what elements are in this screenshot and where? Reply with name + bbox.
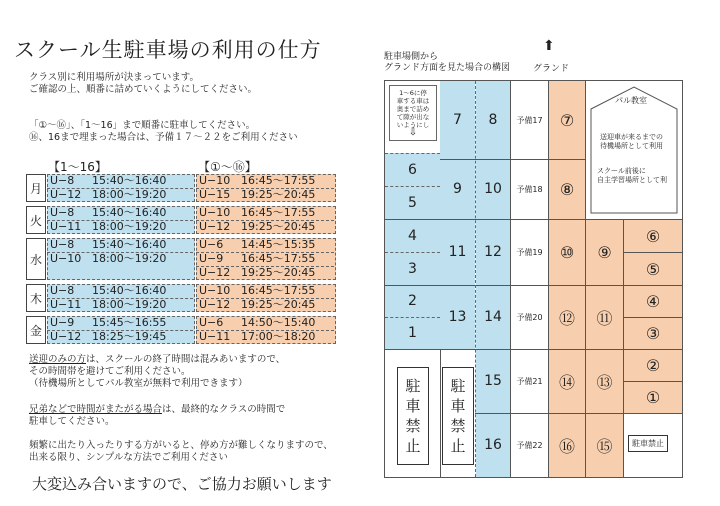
pal-use-study: スクール前後に 自主学習場所として利 — [597, 167, 667, 184]
parking-slot-circled-10: ⑩ — [549, 219, 585, 285]
parking-slot-13: 13 — [440, 285, 475, 349]
pal-classroom-label: パル教室 — [615, 96, 647, 105]
up-arrow-icon: ⬆ — [543, 38, 555, 54]
parking-slot-circled-11: ⑪ — [586, 286, 623, 349]
pal-use-waiting: 送迎車が来るまでの 待機場所として利用 — [600, 133, 663, 150]
page-title: スクール生駐車場の利用の仕方 — [14, 38, 322, 62]
parking-slot-7: 7 — [440, 81, 475, 159]
class-name: U−8 — [50, 206, 75, 219]
class-time: 16:45〜17:55 — [241, 174, 316, 187]
class-name: U−8 — [50, 238, 75, 251]
class-time: 16:45〜17:55 — [241, 284, 316, 297]
class-time: 14:45〜15:35 — [241, 238, 316, 251]
parking-slot-circled-4: ④ — [624, 286, 682, 317]
class-name: U−10 — [199, 284, 231, 297]
parking-slot-2: 2 — [385, 285, 440, 317]
ground-label: グランド — [533, 64, 570, 74]
parking-slot-10: 10 — [476, 159, 510, 219]
parking-slot-circled-16: ⑯ — [549, 413, 585, 477]
parking-slot-1: 1 — [385, 317, 440, 349]
closing-message: 大変込み合いますので、ご協力お願いします — [32, 475, 332, 493]
parking-note-box: 1〜6に停 車する車は 奥まで詰め て隙が出な いようにし ⇩ — [389, 85, 437, 141]
class-name: U−11 — [50, 220, 82, 233]
intro-text: クラス別に利用場所が決まっています。 ご確認の上、順番に詰めていくようにしてください。 — [29, 72, 258, 95]
class-time: 19:25〜20:45 — [241, 188, 316, 201]
parking-slot-circled-7: ⑦ — [549, 81, 585, 159]
day-label: 水 — [26, 238, 46, 280]
parking-slot-3: 3 — [385, 252, 440, 285]
class-time: 19:25〜20:45 — [241, 298, 316, 311]
class-name: U−10 — [199, 174, 231, 187]
day-label: 月 — [26, 174, 46, 202]
class-name: U−9 — [199, 252, 224, 265]
no-parking-sign-left: 駐 車 禁 止 — [397, 367, 429, 465]
parking-slot-4: 4 — [385, 219, 440, 252]
class-name: U−15 — [199, 188, 231, 201]
column-header-left: 【1〜16】 — [48, 160, 107, 174]
parking-slot-6: 6 — [385, 153, 440, 186]
reserve-slot-22: 予備22 — [511, 413, 548, 477]
class-time: 15:45〜16:55 — [92, 316, 167, 329]
class-time: 18:00〜19:20 — [92, 188, 167, 201]
parking-slot-14: 14 — [476, 285, 510, 349]
class-time: 18:00〜19:20 — [92, 220, 167, 233]
note-simple-use: 頻繁に出たり入ったりする方がいると、停め方が難しくなりますので、 出来る限り、シンプルな方法でご利用ください — [29, 440, 333, 463]
parking-slot-circled-5: ⑤ — [624, 253, 682, 285]
class-time: 18:00〜19:20 — [92, 252, 167, 265]
reserve-slot-17: 予備17 — [511, 81, 548, 159]
class-time: 15:40〜16:40 — [92, 284, 167, 297]
class-time: 16:45〜17:55 — [241, 252, 316, 265]
class-name: U−11 — [199, 330, 231, 343]
parking-slot-12: 12 — [476, 219, 510, 285]
reserve-slot-18: 予備18 — [511, 159, 548, 219]
day-label: 金 — [26, 316, 46, 344]
rules-text: 「①〜⑯」、「1〜16」まで順番に駐車してください。 ⑯、16まで埋まった場合は、予備１７〜２２をご利用ください — [29, 120, 298, 143]
parking-slot-circled-8: ⑧ — [549, 159, 585, 219]
parking-map — [384, 80, 683, 478]
no-parking-sign-center: 駐 車 禁 止 — [442, 367, 474, 465]
note-drop-off: 送迎のみの方は、スクールの終了時間は混みあいますので、 その時間帯を避けてご利用ください。 （待機場所としてパル教室が無料で利用できます） — [29, 354, 286, 389]
map-caption: 駐車場側から グランド方面を見た場合の構図 — [384, 52, 511, 73]
class-time: 18:25〜19:45 — [92, 330, 167, 343]
reserve-slot-20: 予備20 — [511, 285, 548, 349]
parking-slot-circled-12: ⑫ — [549, 285, 585, 349]
class-name: U−10 — [50, 252, 82, 265]
parking-slot-circled-1: ① — [624, 382, 682, 413]
note-siblings: 兄弟などで時間がまたがる場合は、最終的なクラスの時間で 駐車してください。 — [29, 404, 286, 427]
class-name: U−8 — [50, 174, 75, 187]
class-time: 15:40〜16:40 — [92, 238, 167, 251]
parking-slot-9: 9 — [440, 159, 475, 219]
parking-slot-circled-2: ② — [624, 350, 682, 381]
day-label: 木 — [26, 284, 46, 312]
class-name: U−12 — [50, 188, 82, 201]
class-time: 16:45〜17:55 — [241, 206, 316, 219]
class-name: U−6 — [199, 238, 224, 251]
class-time: 19:25〜20:45 — [241, 266, 316, 279]
class-time: 18:00〜19:20 — [92, 298, 167, 311]
class-name: U−12 — [50, 330, 82, 343]
class-time: 14:50〜15:40 — [241, 316, 316, 329]
no-parking-sign-right: 駐車禁止 — [628, 435, 668, 452]
parking-slot-circled-3: ③ — [624, 318, 682, 349]
class-name: U−12 — [199, 266, 231, 279]
class-name: U−10 — [199, 206, 231, 219]
class-name: U−9 — [50, 316, 75, 329]
parking-slot-15: 15 — [476, 349, 510, 413]
class-time: 19:25〜20:45 — [241, 220, 316, 233]
parking-slot-circled-14: ⑭ — [549, 349, 585, 413]
parking-slot-8: 8 — [476, 81, 510, 159]
reserve-slot-21: 予備21 — [511, 349, 548, 413]
parking-slot-circled-15: ⑮ — [586, 414, 623, 477]
class-time: 15:40〜16:40 — [92, 206, 167, 219]
parking-slot-5: 5 — [385, 186, 440, 219]
down-arrow-icon: ⇩ — [408, 127, 418, 138]
parking-slot-11: 11 — [440, 219, 475, 285]
class-time: 17:00〜18:20 — [241, 330, 316, 343]
class-name: U−8 — [50, 284, 75, 297]
class-name: U−6 — [199, 316, 224, 329]
parking-slot-circled-6: ⑥ — [624, 220, 682, 252]
class-name: U−12 — [199, 298, 231, 311]
parking-slot-16: 16 — [476, 413, 510, 477]
class-name: U−12 — [199, 220, 231, 233]
class-name: U−11 — [50, 298, 82, 311]
parking-slot-circled-9: ⑨ — [586, 220, 623, 285]
day-label: 火 — [26, 206, 46, 234]
parking-slot-circled-13: ⑬ — [586, 350, 623, 413]
reserve-slot-19: 予備19 — [511, 219, 548, 285]
column-header-right: 【①〜⑯】 — [198, 160, 257, 174]
class-time: 15:40〜16:40 — [92, 174, 167, 187]
